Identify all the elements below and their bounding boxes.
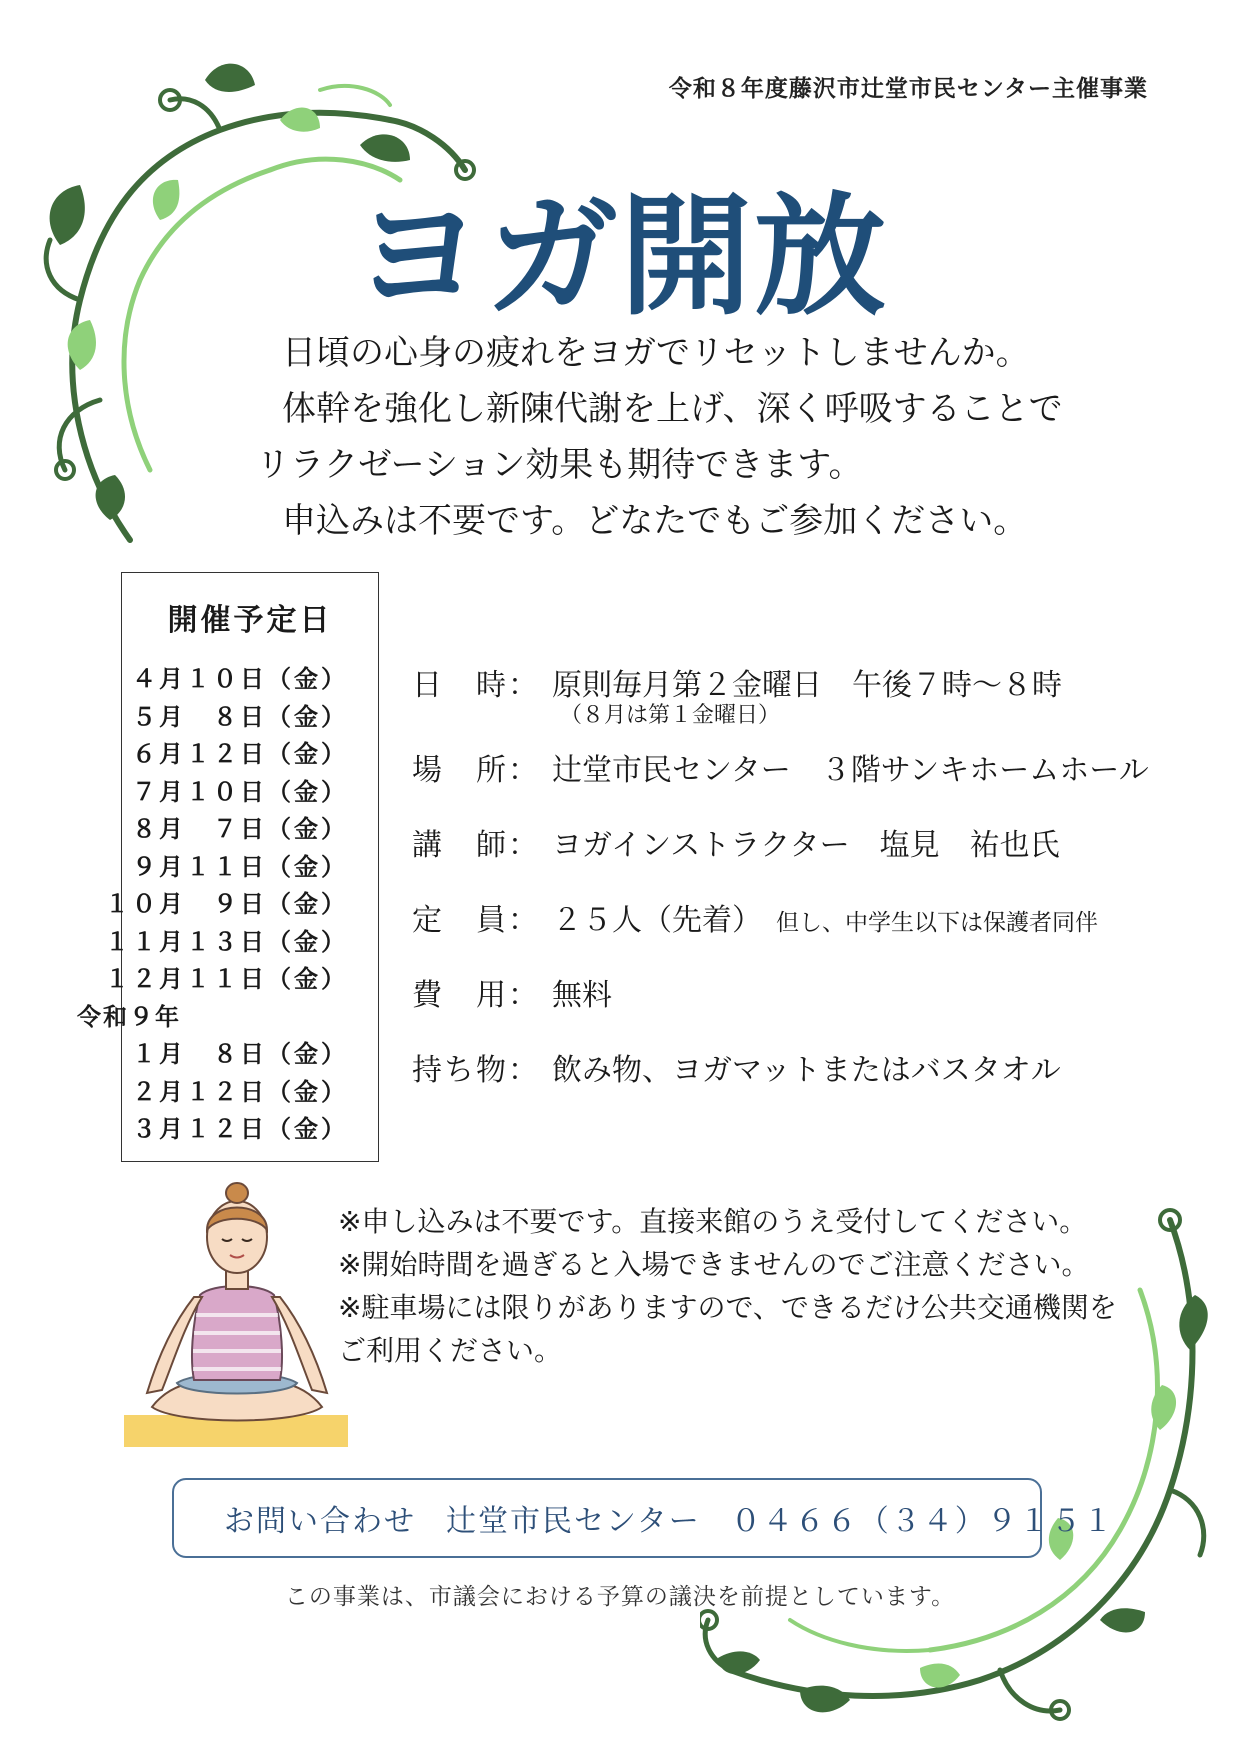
schedule-date: ２月１２日（金） xyxy=(132,1077,348,1106)
notice-item: ※申し込みは不要です。直接来館のうえ受付してください。 xyxy=(338,1205,1088,1238)
schedule-date: ９月１１日（金） xyxy=(132,852,348,881)
intro-line: 体幹を強化し新陳代謝を上げ、深く呼吸することで xyxy=(282,389,1063,429)
schedule-date: ７月１０日（金） xyxy=(132,777,348,806)
schedule-date: ５月 ８日（金） xyxy=(132,702,348,731)
detail-value: 無料 xyxy=(552,978,612,1013)
schedule-year-label: 令和９年 xyxy=(77,1002,181,1031)
schedule-date: ４月１０日（金） xyxy=(132,665,348,693)
detail-label: 持ち物： xyxy=(412,1053,540,1088)
detail-instructor xyxy=(412,820,1060,864)
detail-value: 原則毎月第２金曜日 午後７時～８時 xyxy=(552,668,1062,703)
contact-box xyxy=(172,1478,1115,1558)
organizer-label: 令和８年度藤沢市辻堂市民センター主催事業 xyxy=(668,76,1148,102)
schedule-date: １月 ８日（金） xyxy=(132,1040,348,1068)
detail-value: 辻堂市民センター ３階サンキホームホール xyxy=(552,753,1149,788)
detail-label: 場 所： xyxy=(412,753,540,788)
intro-line: 申込みは不要です。どなたでもご参加ください。 xyxy=(282,501,1028,541)
schedule-heading: 開催予定日 xyxy=(167,603,333,638)
contact-phone: ０４６６（３４）９１５１ xyxy=(730,1504,1115,1539)
notice-list xyxy=(338,1200,1117,1372)
schedule-date: ８月 ７日（金） xyxy=(132,815,348,843)
detail-note: 但し、中学生以下は保護者同伴 xyxy=(776,910,1098,936)
notice-item: ご利用ください。 xyxy=(338,1334,563,1367)
detail-value: ヨガインストラクター 塩見 祐也氏 xyxy=(552,828,1060,863)
detail-value: ２５人（先着） xyxy=(552,903,762,938)
notice-item: ※開始時間を過ぎると入場できませんのでご注意ください。 xyxy=(338,1248,1090,1281)
detail-label: 講 師： xyxy=(412,828,540,863)
schedule-date: １０月 ９日（金） xyxy=(105,890,348,918)
schedule-box xyxy=(77,572,379,1162)
notice-item: ※駐車場には限りがありますので、できるだけ公共交通機関を xyxy=(338,1291,1117,1324)
disclaimer-text: この事業は、市議会における予算の議決を前提としています。 xyxy=(284,1584,956,1610)
detail-fee xyxy=(412,970,612,1014)
schedule-date: １１月１３日（金） xyxy=(105,927,348,956)
schedule-date: ６月１２日（金） xyxy=(132,740,348,768)
detail-label: 日 時： xyxy=(412,668,540,703)
detail-datetime-note: （８月は第１金曜日） xyxy=(560,703,781,728)
schedule-dates xyxy=(77,661,348,1149)
intro-line: 日頃の心身の疲れをヨガでリセットしませんか。 xyxy=(282,333,1030,373)
detail-items xyxy=(412,1045,1061,1089)
detail-label: 費 用： xyxy=(412,978,540,1013)
yoga-woman-illustration xyxy=(122,1175,352,1450)
page-title: ヨガ開放 xyxy=(352,180,888,334)
detail-capacity xyxy=(412,895,1098,939)
contact-name: 辻堂市民センター xyxy=(446,1504,701,1539)
schedule-date: １２月１１日（金） xyxy=(105,965,348,993)
detail-value: 飲み物、ヨガマットまたはバスタオル xyxy=(552,1053,1061,1088)
intro-line: リラクゼーション効果も期待できます。 xyxy=(256,445,863,485)
detail-place xyxy=(412,745,1149,789)
detail-label: 定 員： xyxy=(412,903,540,938)
contact-label: お問い合わせ xyxy=(224,1504,416,1539)
schedule-date: ３月１２日（金） xyxy=(132,1115,348,1143)
